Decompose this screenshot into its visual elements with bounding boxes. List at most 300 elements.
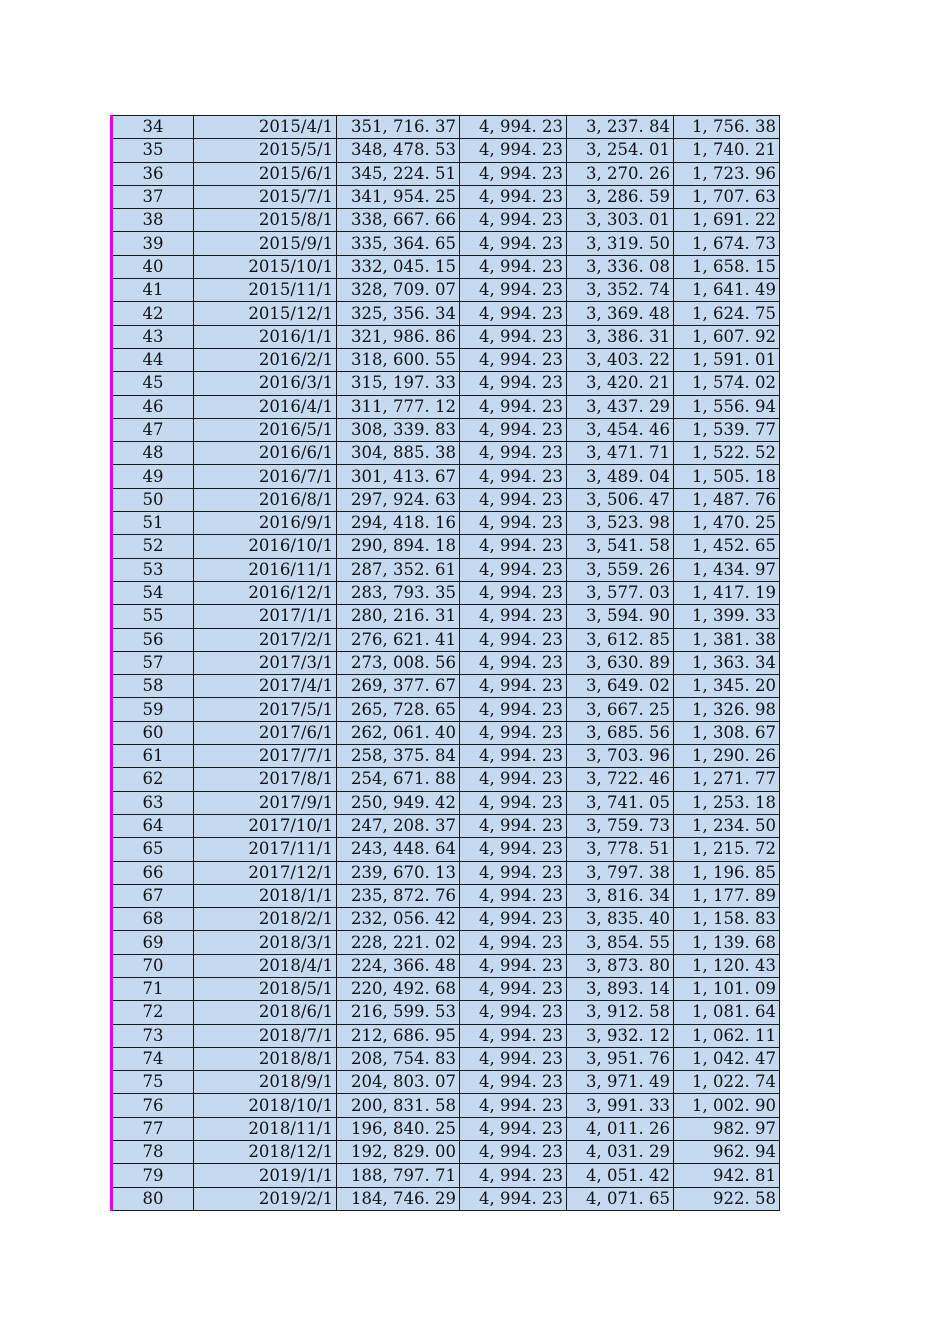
- balance-cell[interactable]: 250, 949. 42: [337, 791, 460, 814]
- balance-cell[interactable]: 280, 216. 31: [337, 605, 460, 628]
- interest-cell[interactable]: 1, 101. 09: [674, 977, 780, 1000]
- interest-cell[interactable]: 942. 81: [674, 1164, 780, 1187]
- balance-cell[interactable]: 297, 924. 63: [337, 488, 460, 511]
- interest-cell[interactable]: 1, 641. 49: [674, 279, 780, 302]
- interest-cell[interactable]: 1, 081. 64: [674, 1001, 780, 1024]
- payment-date-cell[interactable]: 2018/2/1: [194, 908, 337, 931]
- payment-date-cell[interactable]: 2017/11/1: [194, 838, 337, 861]
- period-number-cell[interactable]: 77: [112, 1117, 194, 1140]
- interest-cell[interactable]: 1, 399. 33: [674, 605, 780, 628]
- table-row: [112, 558, 780, 581]
- payment-date-cell[interactable]: 2015/5/1: [194, 139, 337, 162]
- payment-date-cell[interactable]: 2015/7/1: [194, 185, 337, 208]
- payment-amount-cell[interactable]: 4, 994. 23: [460, 372, 567, 395]
- payment-amount-cell[interactable]: 4, 994. 23: [460, 721, 567, 744]
- payment-date-cell[interactable]: 2015/11/1: [194, 279, 337, 302]
- payment-amount-cell[interactable]: 4, 994. 23: [460, 535, 567, 558]
- interest-cell[interactable]: 1, 139. 68: [674, 931, 780, 954]
- period-number-cell[interactable]: 76: [112, 1094, 194, 1117]
- interest-cell[interactable]: 1, 707. 63: [674, 185, 780, 208]
- payment-amount-cell[interactable]: 4, 994. 23: [460, 605, 567, 628]
- payment-date-cell[interactable]: 2017/8/1: [194, 768, 337, 791]
- table-row: [112, 1047, 780, 1070]
- payment-date-cell[interactable]: 2017/12/1: [194, 861, 337, 884]
- balance-cell[interactable]: 341, 954. 25: [337, 185, 460, 208]
- payment-date-cell[interactable]: 2017/5/1: [194, 698, 337, 721]
- interest-cell[interactable]: 1, 345. 20: [674, 675, 780, 698]
- balance-cell[interactable]: 262, 061. 40: [337, 721, 460, 744]
- payment-amount-cell[interactable]: 4, 994. 23: [460, 418, 567, 441]
- payment-amount-cell[interactable]: 4, 994. 23: [460, 1164, 567, 1187]
- balance-cell[interactable]: 290, 894. 18: [337, 535, 460, 558]
- period-number-cell[interactable]: 34: [112, 116, 194, 139]
- principal-cell[interactable]: 3, 541. 58: [567, 535, 674, 558]
- payment-date-cell[interactable]: 2015/6/1: [194, 162, 337, 185]
- balance-cell[interactable]: 325, 356. 34: [337, 302, 460, 325]
- payment-amount-cell[interactable]: 4, 994. 23: [460, 512, 567, 535]
- payment-date-cell[interactable]: 2016/5/1: [194, 418, 337, 441]
- interest-cell[interactable]: 1, 591. 01: [674, 348, 780, 371]
- payment-amount-cell[interactable]: 4, 994. 23: [460, 861, 567, 884]
- balance-cell[interactable]: 188, 797. 71: [337, 1164, 460, 1187]
- principal-cell[interactable]: 3, 722. 46: [567, 768, 674, 791]
- payment-date-cell[interactable]: 2019/1/1: [194, 1164, 337, 1187]
- balance-cell[interactable]: 283, 793. 35: [337, 581, 460, 604]
- payment-date-cell[interactable]: 2016/1/1: [194, 325, 337, 348]
- principal-cell[interactable]: 4, 051. 42: [567, 1164, 674, 1187]
- period-number-cell[interactable]: 79: [112, 1164, 194, 1187]
- payment-amount-cell[interactable]: 4, 994. 23: [460, 628, 567, 651]
- principal-cell[interactable]: 3, 303. 01: [567, 209, 674, 232]
- balance-cell[interactable]: 243, 448. 64: [337, 838, 460, 861]
- principal-cell[interactable]: 3, 369. 48: [567, 302, 674, 325]
- payment-date-cell[interactable]: 2016/7/1: [194, 465, 337, 488]
- payment-amount-cell[interactable]: 4, 994. 23: [460, 977, 567, 1000]
- period-number-cell[interactable]: 35: [112, 139, 194, 162]
- balance-cell[interactable]: 232, 056. 42: [337, 908, 460, 931]
- interest-cell[interactable]: 1, 674. 73: [674, 232, 780, 255]
- principal-cell[interactable]: 3, 971. 49: [567, 1071, 674, 1094]
- payment-amount-cell[interactable]: 4, 994. 23: [460, 395, 567, 418]
- payment-date-cell[interactable]: 2017/7/1: [194, 745, 337, 768]
- balance-cell[interactable]: 204, 803. 07: [337, 1071, 460, 1094]
- principal-cell[interactable]: 3, 932. 12: [567, 1024, 674, 1047]
- balance-cell[interactable]: 192, 829. 00: [337, 1141, 460, 1164]
- payment-amount-cell[interactable]: 4, 994. 23: [460, 162, 567, 185]
- interest-cell[interactable]: 1, 253. 18: [674, 791, 780, 814]
- period-number-cell[interactable]: 66: [112, 861, 194, 884]
- payment-amount-cell[interactable]: 4, 994. 23: [460, 185, 567, 208]
- interest-cell[interactable]: 1, 022. 74: [674, 1071, 780, 1094]
- period-number-cell[interactable]: 56: [112, 628, 194, 651]
- period-number-cell[interactable]: 57: [112, 651, 194, 674]
- payment-date-cell[interactable]: 2016/11/1: [194, 558, 337, 581]
- principal-cell[interactable]: 3, 873. 80: [567, 954, 674, 977]
- interest-cell[interactable]: 1, 452. 65: [674, 535, 780, 558]
- payment-date-cell[interactable]: 2018/11/1: [194, 1117, 337, 1140]
- payment-date-cell[interactable]: 2015/8/1: [194, 209, 337, 232]
- payment-amount-cell[interactable]: 4, 994. 23: [460, 651, 567, 674]
- balance-cell[interactable]: 269, 377. 67: [337, 675, 460, 698]
- payment-amount-cell[interactable]: 4, 994. 23: [460, 1094, 567, 1117]
- interest-cell[interactable]: 1, 607. 92: [674, 325, 780, 348]
- period-number-cell[interactable]: 37: [112, 185, 194, 208]
- interest-cell[interactable]: 1, 158. 83: [674, 908, 780, 931]
- principal-cell[interactable]: 3, 437. 29: [567, 395, 674, 418]
- payment-amount-cell[interactable]: 4, 994. 23: [460, 488, 567, 511]
- payment-date-cell[interactable]: 2019/2/1: [194, 1187, 337, 1210]
- balance-cell[interactable]: 212, 686. 95: [337, 1024, 460, 1047]
- principal-cell[interactable]: 3, 489. 04: [567, 465, 674, 488]
- balance-cell[interactable]: 235, 872. 76: [337, 884, 460, 907]
- period-number-cell[interactable]: 52: [112, 535, 194, 558]
- interest-cell[interactable]: 1, 326. 98: [674, 698, 780, 721]
- principal-cell[interactable]: 3, 577. 03: [567, 581, 674, 604]
- principal-cell[interactable]: 3, 778. 51: [567, 838, 674, 861]
- table-row: [112, 488, 780, 511]
- principal-cell[interactable]: 3, 835. 40: [567, 908, 674, 931]
- interest-cell[interactable]: 1, 177. 89: [674, 884, 780, 907]
- payment-date-cell[interactable]: 2015/10/1: [194, 255, 337, 278]
- payment-date-cell[interactable]: 2016/6/1: [194, 442, 337, 465]
- payment-amount-cell[interactable]: 4, 994. 23: [460, 255, 567, 278]
- interest-cell[interactable]: 1, 723. 96: [674, 162, 780, 185]
- period-number-cell[interactable]: 72: [112, 1001, 194, 1024]
- principal-cell[interactable]: 3, 649. 02: [567, 675, 674, 698]
- payment-amount-cell[interactable]: 4, 994. 23: [460, 908, 567, 931]
- interest-cell[interactable]: 922. 58: [674, 1187, 780, 1210]
- principal-cell[interactable]: 3, 471. 71: [567, 442, 674, 465]
- period-number-cell[interactable]: 46: [112, 395, 194, 418]
- period-number-cell[interactable]: 43: [112, 325, 194, 348]
- payment-amount-cell[interactable]: 4, 994. 23: [460, 232, 567, 255]
- period-number-cell[interactable]: 67: [112, 884, 194, 907]
- principal-cell[interactable]: 3, 759. 73: [567, 814, 674, 837]
- period-number-cell[interactable]: 41: [112, 279, 194, 302]
- payment-amount-cell[interactable]: 4, 994. 23: [460, 302, 567, 325]
- principal-cell[interactable]: 4, 031. 29: [567, 1141, 674, 1164]
- interest-cell[interactable]: 1, 556. 94: [674, 395, 780, 418]
- payment-amount-cell[interactable]: 4, 994. 23: [460, 954, 567, 977]
- balance-cell[interactable]: 254, 671. 88: [337, 768, 460, 791]
- period-number-cell[interactable]: 50: [112, 488, 194, 511]
- payment-date-cell[interactable]: 2015/12/1: [194, 302, 337, 325]
- payment-date-cell[interactable]: 2018/1/1: [194, 884, 337, 907]
- interest-cell[interactable]: 1, 522. 52: [674, 442, 780, 465]
- balance-cell[interactable]: 247, 208. 37: [337, 814, 460, 837]
- balance-cell[interactable]: 318, 600. 55: [337, 348, 460, 371]
- payment-amount-cell[interactable]: 4, 994. 23: [460, 1071, 567, 1094]
- period-number-cell[interactable]: 59: [112, 698, 194, 721]
- principal-cell[interactable]: 3, 336. 08: [567, 255, 674, 278]
- balance-cell[interactable]: 276, 621. 41: [337, 628, 460, 651]
- period-number-cell[interactable]: 70: [112, 954, 194, 977]
- payment-date-cell[interactable]: 2018/7/1: [194, 1024, 337, 1047]
- interest-cell[interactable]: 1, 574. 02: [674, 372, 780, 395]
- payment-amount-cell[interactable]: 4, 994. 23: [460, 768, 567, 791]
- balance-cell[interactable]: 304, 885. 38: [337, 442, 460, 465]
- period-number-cell[interactable]: 47: [112, 418, 194, 441]
- balance-cell[interactable]: 315, 197. 33: [337, 372, 460, 395]
- interest-cell[interactable]: 1, 740. 21: [674, 139, 780, 162]
- table-row: [112, 302, 780, 325]
- payment-date-cell[interactable]: 2018/5/1: [194, 977, 337, 1000]
- balance-cell[interactable]: 200, 831. 58: [337, 1094, 460, 1117]
- table-row: [112, 1164, 780, 1187]
- payment-amount-cell[interactable]: 4, 994. 23: [460, 745, 567, 768]
- principal-cell[interactable]: 3, 854. 55: [567, 931, 674, 954]
- interest-cell[interactable]: 1, 271. 77: [674, 768, 780, 791]
- period-number-cell[interactable]: 45: [112, 372, 194, 395]
- principal-cell[interactable]: 3, 559. 26: [567, 558, 674, 581]
- payment-date-cell[interactable]: 2016/10/1: [194, 535, 337, 558]
- principal-cell[interactable]: 3, 254. 01: [567, 139, 674, 162]
- principal-cell[interactable]: 3, 237. 84: [567, 116, 674, 139]
- interest-cell[interactable]: 1, 215. 72: [674, 838, 780, 861]
- period-number-cell[interactable]: 68: [112, 908, 194, 931]
- principal-cell[interactable]: 3, 403. 22: [567, 348, 674, 371]
- payment-date-cell[interactable]: 2017/6/1: [194, 721, 337, 744]
- period-number-cell[interactable]: 58: [112, 675, 194, 698]
- principal-cell[interactable]: 3, 951. 76: [567, 1047, 674, 1070]
- interest-cell[interactable]: 1, 290. 26: [674, 745, 780, 768]
- table-row: [112, 838, 780, 861]
- balance-cell[interactable]: 348, 478. 53: [337, 139, 460, 162]
- principal-cell[interactable]: 3, 612. 85: [567, 628, 674, 651]
- payment-amount-cell[interactable]: 4, 994. 23: [460, 581, 567, 604]
- period-number-cell[interactable]: 48: [112, 442, 194, 465]
- principal-cell[interactable]: 3, 991. 33: [567, 1094, 674, 1117]
- interest-cell[interactable]: 1, 539. 77: [674, 418, 780, 441]
- period-number-cell[interactable]: 75: [112, 1071, 194, 1094]
- interest-cell[interactable]: 1, 363. 34: [674, 651, 780, 674]
- payment-amount-cell[interactable]: 4, 994. 23: [460, 442, 567, 465]
- payment-date-cell[interactable]: 2017/1/1: [194, 605, 337, 628]
- balance-cell[interactable]: 184, 746. 29: [337, 1187, 460, 1210]
- payment-amount-cell[interactable]: 4, 994. 23: [460, 279, 567, 302]
- balance-cell[interactable]: 220, 492. 68: [337, 977, 460, 1000]
- payment-amount-cell[interactable]: 4, 994. 23: [460, 116, 567, 139]
- period-number-cell[interactable]: 65: [112, 838, 194, 861]
- balance-cell[interactable]: 301, 413. 67: [337, 465, 460, 488]
- interest-cell[interactable]: 1, 417. 19: [674, 581, 780, 604]
- payment-amount-cell[interactable]: 4, 994. 23: [460, 1187, 567, 1210]
- payment-amount-cell[interactable]: 4, 994. 23: [460, 465, 567, 488]
- interest-cell[interactable]: 962. 94: [674, 1141, 780, 1164]
- payment-date-cell[interactable]: 2017/2/1: [194, 628, 337, 651]
- payment-date-cell[interactable]: 2016/3/1: [194, 372, 337, 395]
- interest-cell[interactable]: 1, 196. 85: [674, 861, 780, 884]
- interest-cell[interactable]: 1, 434. 97: [674, 558, 780, 581]
- interest-cell[interactable]: 1, 624. 75: [674, 302, 780, 325]
- payment-date-cell[interactable]: 2016/4/1: [194, 395, 337, 418]
- balance-cell[interactable]: 258, 375. 84: [337, 745, 460, 768]
- principal-cell[interactable]: 3, 270. 26: [567, 162, 674, 185]
- balance-cell[interactable]: 351, 716. 37: [337, 116, 460, 139]
- payment-date-cell[interactable]: 2018/4/1: [194, 954, 337, 977]
- interest-cell[interactable]: 1, 002. 90: [674, 1094, 780, 1117]
- interest-cell[interactable]: 1, 234. 50: [674, 814, 780, 837]
- payment-amount-cell[interactable]: 4, 994. 23: [460, 1047, 567, 1070]
- period-number-cell[interactable]: 40: [112, 255, 194, 278]
- payment-amount-cell[interactable]: 4, 994. 23: [460, 1024, 567, 1047]
- payment-amount-cell[interactable]: 4, 994. 23: [460, 1117, 567, 1140]
- principal-cell[interactable]: 4, 071. 65: [567, 1187, 674, 1210]
- period-number-cell[interactable]: 36: [112, 162, 194, 185]
- balance-cell[interactable]: 338, 667. 66: [337, 209, 460, 232]
- payment-date-cell[interactable]: 2017/4/1: [194, 675, 337, 698]
- principal-cell[interactable]: 3, 420. 21: [567, 372, 674, 395]
- payment-date-cell[interactable]: 2018/6/1: [194, 1001, 337, 1024]
- balance-cell[interactable]: 208, 754. 83: [337, 1047, 460, 1070]
- table-row: [112, 814, 780, 837]
- balance-cell[interactable]: 335, 364. 65: [337, 232, 460, 255]
- period-number-cell[interactable]: 51: [112, 512, 194, 535]
- interest-cell[interactable]: 1, 062. 11: [674, 1024, 780, 1047]
- period-number-cell[interactable]: 61: [112, 745, 194, 768]
- balance-cell[interactable]: 328, 709. 07: [337, 279, 460, 302]
- table-row: [112, 418, 780, 441]
- payment-date-cell[interactable]: 2018/10/1: [194, 1094, 337, 1117]
- payment-date-cell[interactable]: 2017/3/1: [194, 651, 337, 674]
- payment-amount-cell[interactable]: 4, 994. 23: [460, 791, 567, 814]
- table-row: [112, 1024, 780, 1047]
- interest-cell[interactable]: 1, 756. 38: [674, 116, 780, 139]
- period-number-cell[interactable]: 80: [112, 1187, 194, 1210]
- payment-date-cell[interactable]: 2016/9/1: [194, 512, 337, 535]
- interest-cell[interactable]: 1, 487. 76: [674, 488, 780, 511]
- period-number-cell[interactable]: 69: [112, 931, 194, 954]
- table-row: [112, 162, 780, 185]
- table-row: [112, 768, 780, 791]
- interest-cell[interactable]: 982. 97: [674, 1117, 780, 1140]
- period-number-cell[interactable]: 55: [112, 605, 194, 628]
- principal-cell[interactable]: 3, 506. 47: [567, 488, 674, 511]
- balance-cell[interactable]: 224, 366. 48: [337, 954, 460, 977]
- principal-cell[interactable]: 3, 319. 50: [567, 232, 674, 255]
- interest-cell[interactable]: 1, 691. 22: [674, 209, 780, 232]
- balance-cell[interactable]: 294, 418. 16: [337, 512, 460, 535]
- principal-cell[interactable]: 3, 741. 05: [567, 791, 674, 814]
- payment-amount-cell[interactable]: 4, 994. 23: [460, 884, 567, 907]
- period-number-cell[interactable]: 64: [112, 814, 194, 837]
- balance-cell[interactable]: 265, 728. 65: [337, 698, 460, 721]
- period-number-cell[interactable]: 38: [112, 209, 194, 232]
- interest-cell[interactable]: 1, 505. 18: [674, 465, 780, 488]
- payment-amount-cell[interactable]: 4, 994. 23: [460, 139, 567, 162]
- principal-cell[interactable]: 3, 685. 56: [567, 721, 674, 744]
- payment-date-cell[interactable]: 2018/8/1: [194, 1047, 337, 1070]
- period-number-cell[interactable]: 44: [112, 348, 194, 371]
- period-number-cell[interactable]: 53: [112, 558, 194, 581]
- payment-amount-cell[interactable]: 4, 994. 23: [460, 558, 567, 581]
- principal-cell[interactable]: 3, 386. 31: [567, 325, 674, 348]
- principal-cell[interactable]: 3, 667. 25: [567, 698, 674, 721]
- period-number-cell[interactable]: 63: [112, 791, 194, 814]
- principal-cell[interactable]: 3, 816. 34: [567, 884, 674, 907]
- payment-amount-cell[interactable]: 4, 994. 23: [460, 675, 567, 698]
- payment-date-cell[interactable]: 2016/2/1: [194, 348, 337, 371]
- table-row: [112, 675, 780, 698]
- period-number-cell[interactable]: 49: [112, 465, 194, 488]
- payment-amount-cell[interactable]: 4, 994. 23: [460, 348, 567, 371]
- principal-cell[interactable]: 3, 703. 96: [567, 745, 674, 768]
- interest-cell[interactable]: 1, 381. 38: [674, 628, 780, 651]
- balance-cell[interactable]: 228, 221. 02: [337, 931, 460, 954]
- table-row: [112, 1094, 780, 1117]
- payment-amount-cell[interactable]: 4, 994. 23: [460, 1141, 567, 1164]
- payment-amount-cell[interactable]: 4, 994. 23: [460, 698, 567, 721]
- period-number-cell[interactable]: 73: [112, 1024, 194, 1047]
- balance-cell[interactable]: 287, 352. 61: [337, 558, 460, 581]
- payment-amount-cell[interactable]: 4, 994. 23: [460, 209, 567, 232]
- schedule-table-body: [112, 116, 780, 1211]
- interest-cell[interactable]: 1, 120. 43: [674, 954, 780, 977]
- table-row: [112, 442, 780, 465]
- payment-amount-cell[interactable]: 4, 994. 23: [460, 931, 567, 954]
- payment-amount-cell[interactable]: 4, 994. 23: [460, 838, 567, 861]
- payment-amount-cell[interactable]: 4, 994. 23: [460, 325, 567, 348]
- payment-date-cell[interactable]: 2018/12/1: [194, 1141, 337, 1164]
- payment-date-cell[interactable]: 2018/3/1: [194, 931, 337, 954]
- period-number-cell[interactable]: 78: [112, 1141, 194, 1164]
- payment-date-cell[interactable]: 2016/8/1: [194, 488, 337, 511]
- principal-cell[interactable]: 3, 352. 74: [567, 279, 674, 302]
- period-number-cell[interactable]: 60: [112, 721, 194, 744]
- period-number-cell[interactable]: 54: [112, 581, 194, 604]
- interest-cell[interactable]: 1, 042. 47: [674, 1047, 780, 1070]
- table-row: [112, 209, 780, 232]
- balance-cell[interactable]: 311, 777. 12: [337, 395, 460, 418]
- period-number-cell[interactable]: 74: [112, 1047, 194, 1070]
- principal-cell[interactable]: 3, 523. 98: [567, 512, 674, 535]
- interest-cell[interactable]: 1, 470. 25: [674, 512, 780, 535]
- period-number-cell[interactable]: 71: [112, 977, 194, 1000]
- balance-cell[interactable]: 308, 339. 83: [337, 418, 460, 441]
- payment-date-cell[interactable]: 2017/10/1: [194, 814, 337, 837]
- period-number-cell[interactable]: 39: [112, 232, 194, 255]
- interest-cell[interactable]: 1, 308. 67: [674, 721, 780, 744]
- balance-cell[interactable]: 321, 986. 86: [337, 325, 460, 348]
- balance-cell[interactable]: 216, 599. 53: [337, 1001, 460, 1024]
- principal-cell[interactable]: 3, 797. 38: [567, 861, 674, 884]
- principal-cell[interactable]: 3, 594. 90: [567, 605, 674, 628]
- balance-cell[interactable]: 345, 224. 51: [337, 162, 460, 185]
- payment-amount-cell[interactable]: 4, 994. 23: [460, 1001, 567, 1024]
- payment-date-cell[interactable]: 2018/9/1: [194, 1071, 337, 1094]
- principal-cell[interactable]: 3, 893. 14: [567, 977, 674, 1000]
- balance-cell[interactable]: 273, 008. 56: [337, 651, 460, 674]
- payment-date-cell[interactable]: 2015/4/1: [194, 116, 337, 139]
- table-row: [112, 977, 780, 1000]
- payment-date-cell[interactable]: 2017/9/1: [194, 791, 337, 814]
- balance-cell[interactable]: 239, 670. 13: [337, 861, 460, 884]
- period-number-cell[interactable]: 62: [112, 768, 194, 791]
- interest-cell[interactable]: 1, 658. 15: [674, 255, 780, 278]
- balance-cell[interactable]: 332, 045. 15: [337, 255, 460, 278]
- principal-cell[interactable]: 3, 454. 46: [567, 418, 674, 441]
- principal-cell[interactable]: 3, 630. 89: [567, 651, 674, 674]
- payment-date-cell[interactable]: 2016/12/1: [194, 581, 337, 604]
- principal-cell[interactable]: 3, 286. 59: [567, 185, 674, 208]
- period-number-cell[interactable]: 42: [112, 302, 194, 325]
- payment-date-cell[interactable]: 2015/9/1: [194, 232, 337, 255]
- balance-cell[interactable]: 196, 840. 25: [337, 1117, 460, 1140]
- principal-cell[interactable]: 3, 912. 58: [567, 1001, 674, 1024]
- payment-amount-cell[interactable]: 4, 994. 23: [460, 814, 567, 837]
- table-row: [112, 185, 780, 208]
- principal-cell[interactable]: 4, 011. 26: [567, 1117, 674, 1140]
